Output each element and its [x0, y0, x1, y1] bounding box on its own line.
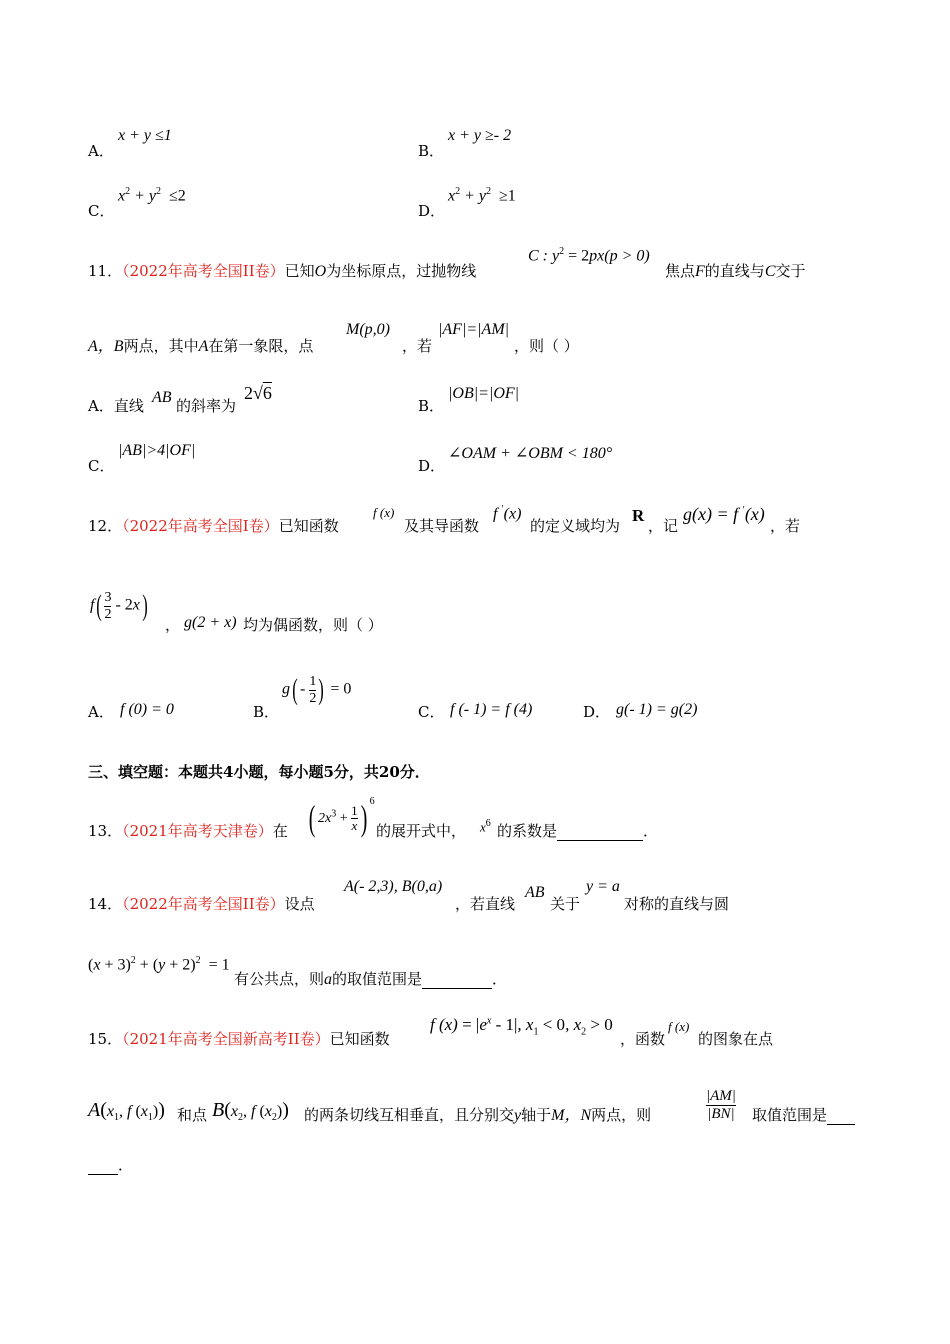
q14-stem-line2: 有公共点，则a的取值范围是 ．	[234, 970, 508, 988]
q14-line-ab: AB	[525, 884, 545, 901]
q15-fx: f (x)	[668, 1019, 690, 1034]
q14-stem: 14．（2022年高考全国II卷）设点	[88, 895, 315, 913]
q14-circle-equation: $(x + 3)^2 + (y + 2)^2 = 1$	[88, 955, 230, 974]
question-number: 11．	[88, 262, 123, 280]
q12-derivative: f ′(x)	[493, 504, 522, 523]
q12-g-expression: g(2 + x)	[184, 614, 237, 631]
q13-x6: $x^6$	[480, 818, 491, 835]
q12-stem-line1: 12．（2022年高考全国I卷）已知函数	[88, 517, 339, 535]
q11-option-b-math: |OB|=|OF|	[448, 385, 520, 402]
q11-condition: |AF|=|AM|	[438, 321, 510, 338]
q12-option-b-math: g( - $\frac{1}{2}$ ) = 0	[282, 673, 352, 706]
q15-stem-line2: 的两条切线互相垂直，且分别交y轴于M，N两点，则	[304, 1106, 652, 1124]
q11-option-d-label: D．	[418, 457, 446, 475]
q10-option-d-math: $x^2 + y^2 \ge 1$	[448, 186, 516, 205]
q15-stem: 15．（2021年高考全国新高考II卷）已知函数	[88, 1030, 390, 1048]
q10-option-a-math: x + y ≤1	[118, 127, 172, 144]
q11-point-m: M(p,0)	[346, 321, 390, 338]
q11-option-a: A．直线	[88, 397, 144, 415]
q11-stem-line1: 11．（2022年高考全国II卷）已知O为坐标原点，过抛物线	[88, 262, 477, 280]
answer-blank[interactable]	[422, 970, 492, 989]
q12-real-set: R	[632, 506, 645, 525]
q10-option-c-math: $x^2 + y^2 \le 2$	[118, 186, 186, 205]
q15-ratio: $\frac{|AM|}{|BN|}$	[706, 1088, 736, 1122]
q12-option-a-label: A．	[88, 703, 114, 721]
q10-option-b-math: x + y ≥- 2	[448, 127, 512, 144]
question-number: 14．	[88, 895, 123, 913]
q14-y-equals-a: y = a	[586, 878, 620, 895]
answer-blank[interactable]	[827, 1106, 855, 1125]
q12-option-d-label: D．	[583, 703, 611, 721]
question-source: （2021年高考天津卷）	[122, 822, 273, 840]
q11-option-d-math: ∠OAM + ∠OBM < 180°	[448, 445, 613, 462]
q11-parabola-formula: C : $y^2 = 2px(p > 0)$	[528, 246, 650, 265]
q11-option-c-math: |AB|>4|OF|	[118, 442, 196, 459]
question-source: （2021年高考全国新高考II卷）	[122, 1030, 330, 1048]
question-source: （2022年高考全国I卷）	[122, 517, 279, 535]
q11-option-b-label: B．	[418, 397, 445, 415]
q15-stem-line3: ．	[88, 1156, 133, 1175]
q10-option-d-label: D．	[418, 202, 446, 220]
q12-option-b-label: B．	[253, 703, 280, 721]
q12-option-c-math: f (- 1) = f (4)	[450, 701, 533, 718]
q12-fx: f (x)	[373, 505, 395, 520]
q15-function-definition: f $(x) = |e^x - 1|$, $x_1 < 0$, $x_2 > 0$	[430, 1015, 613, 1038]
question-source: （2022年高考全国II卷）	[122, 262, 285, 280]
q10-option-b-label: B．	[418, 142, 445, 160]
q15-stem-line2-end: 取值范围是	[752, 1106, 855, 1125]
q11-stem-line2: A，B两点，其中A在第一象限，点	[88, 337, 314, 355]
q15-point-b: $B(x_2$, f $(x_2)$)	[212, 1099, 289, 1124]
q11-option-c-label: C．	[88, 457, 115, 475]
question-source: （2022年高考全国II卷）	[122, 895, 285, 913]
q10-option-a-label: A．	[88, 142, 114, 160]
q12-g-definition: g(x) = f ′(x)	[683, 504, 765, 524]
q12-option-d-math: g(- 1) = g(2)	[616, 701, 698, 718]
q14-points: A(- 2,3), B(0,a)	[344, 878, 443, 895]
answer-blank[interactable]	[557, 822, 643, 841]
q13-binomial: ( $2x^3$ + $\frac{1}{x}$ ) $^6$	[308, 796, 375, 839]
answer-blank-continued[interactable]	[88, 1156, 118, 1175]
q12-option-c-label: C．	[418, 703, 445, 721]
question-number: 12．	[88, 517, 123, 535]
question-number: 15．	[88, 1030, 123, 1048]
q13-stem: 13．（2021年高考天津卷）在	[88, 822, 288, 840]
q11-option-a-ab: AB	[152, 389, 172, 406]
q15-point-a: $A(x_1$, f $(x_1)$)	[88, 1099, 165, 1124]
q10-option-c-label: C．	[88, 202, 115, 220]
q13-stem-end: 的系数是 ．	[497, 822, 659, 840]
q12-option-a-math: f (0) = 0	[120, 701, 174, 718]
q12-f-expression: f( $\frac{3}{2}$ - 2x)	[90, 589, 148, 622]
question-number: 13．	[88, 822, 123, 840]
section-title: 三、填空题：本题共4小题，每小题5分，共20分．	[88, 763, 430, 781]
q11-stem-line1-end: 焦点F的直线与C交于	[665, 262, 806, 280]
q11-slope-value: 2√6	[244, 383, 272, 403]
